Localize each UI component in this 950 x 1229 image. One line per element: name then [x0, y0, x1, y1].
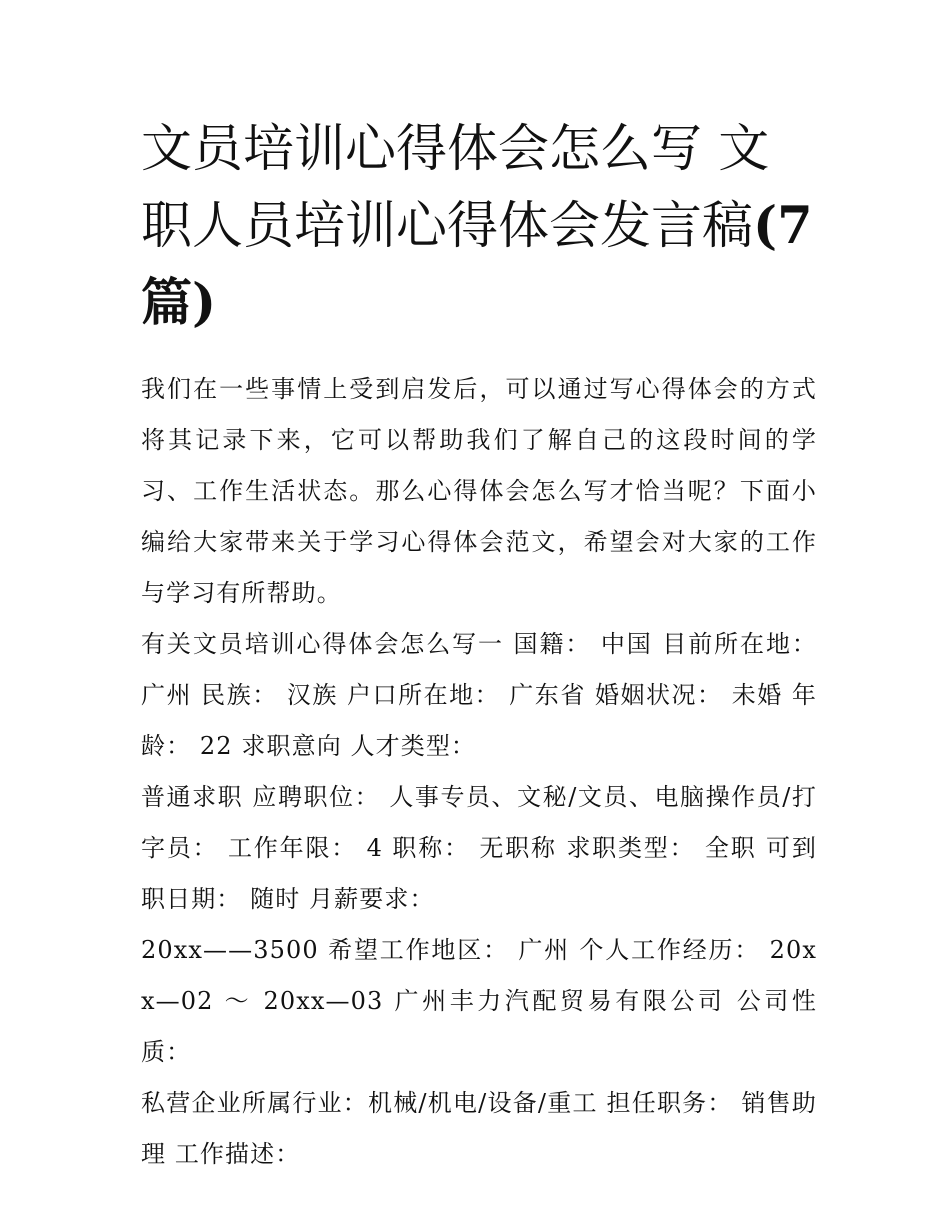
- document-title-text: 文员培训心得体会怎么写 文职人员培训心得体会发言稿: [141, 120, 770, 256]
- intro-paragraph: 我们在一些事情上受到启发后，可以通过写心得体会的方式将其记录下来，它可以帮助我们了解自己的这段时间的学习、工作生活状态。那么心得体会怎么写才恰当呢？下面小编给大家带来关于学习心得体会范文，希望会对大家的工作与学习有所帮助。: [141, 375, 817, 607]
- resume-paragraph-company: 私营企业所属行业：机械/机电/设备/重工 担任职务： 销售助理 工作描述：: [141, 1089, 817, 1168]
- document-title: [141, 112, 817, 342]
- document-title-count: (7篇): [141, 196, 813, 333]
- resume-paragraph-job-intent: 普通求职 应聘职位： 人事专员、文秘/文员、电脑操作员/打字员： 工作年限： 4 职称： 无职称 求职类型： 全职 可到职日期： 随时 月薪要求：: [141, 783, 817, 913]
- resume-paragraph-work-history: 20xx——3500 希望工作地区： 广州 个人工作经历： 20xx—02 ～ 20xx—03 广州丰力汽配贸易有限公司 公司性质：: [141, 936, 817, 1066]
- resume-paragraph-personal: 有关文员培训心得体会怎么写一 国籍： 中国 目前所在地： 广州 民族： 汉族 户口所在地： 广东省 婚姻状况： 未婚 年龄： 22 求职意向 人才类型：: [141, 630, 817, 760]
- document-page: [141, 112, 817, 1180]
